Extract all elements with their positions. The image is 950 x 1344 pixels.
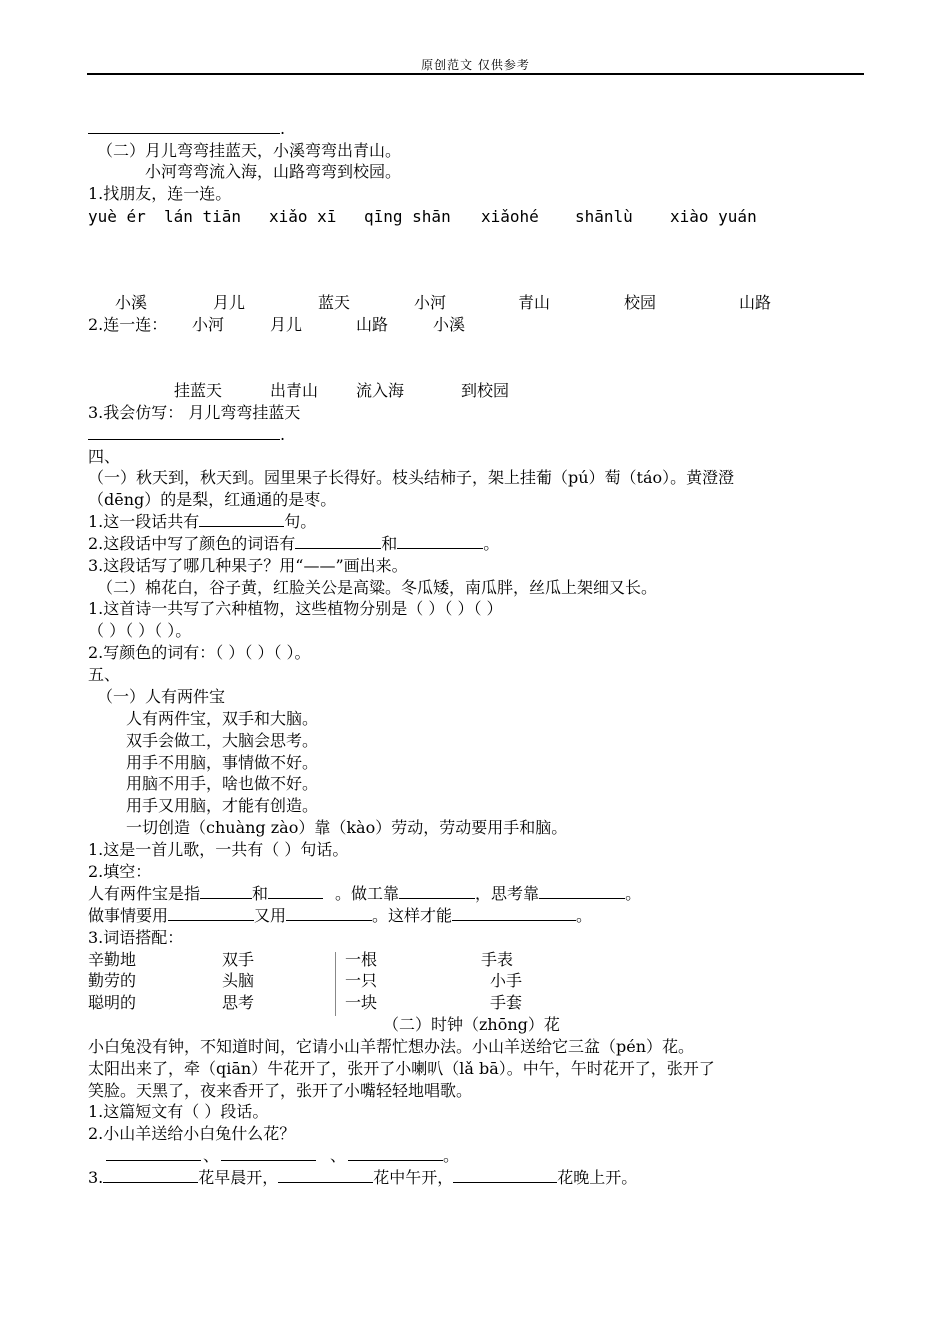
- match-bottom-4[interactable]: 到校园: [461, 381, 510, 400]
- match-top-1[interactable]: 小河: [192, 315, 225, 334]
- column-divider: [335, 952, 336, 1016]
- answer-blank[interactable]: [88, 424, 280, 440]
- passage-heading: （二）月儿弯弯挂蓝天，小溪弯弯出青山。: [97, 141, 402, 160]
- pinyin-5: xiǎohé: [481, 207, 539, 226]
- question-6-3: 3. 花早晨开， 花中午开， 花晚上开。: [88, 1168, 638, 1187]
- poem-line: 用手不用脑，事情做不好。: [126, 753, 319, 772]
- passage-title: （二）时钟（zhōng）花: [383, 1015, 560, 1034]
- match-right-noun-2[interactable]: 小手: [490, 971, 523, 990]
- match-top-4[interactable]: 小溪: [433, 315, 466, 334]
- match-bottom-2[interactable]: 出青山: [270, 381, 319, 400]
- word-7[interactable]: 山路: [739, 293, 772, 312]
- passage-line: （二）棉花白，谷子黄，红脸关公是高粱。冬瓜矮，南瓜胖，丝瓜上架细又长。: [97, 578, 658, 597]
- question-2-label: 2.连一连：: [88, 315, 168, 334]
- question-1: 1.找朋友，连一连。: [88, 184, 232, 203]
- answer-blank[interactable]: [452, 905, 576, 921]
- poem-line: 用脑不用手，啥也做不好。: [126, 774, 319, 793]
- answer-blank[interactable]: [200, 883, 252, 899]
- answer-blank[interactable]: [199, 511, 284, 527]
- passage-line: 小白兔没有钟，不知道时间，它请小山羊帮忙想办法。小山羊送给它三盆（pén）花。: [88, 1037, 695, 1056]
- question-4-3: 3.这段话写了哪几种果子？用“——”画出来。: [88, 556, 408, 575]
- question-3: 3.我会仿写： 月儿弯弯挂蓝天: [88, 403, 301, 422]
- answer-blank[interactable]: [278, 1167, 373, 1183]
- match-left-noun-3[interactable]: 思考: [222, 993, 255, 1012]
- fill-line-2: 做事情要用 又用 。这样才能 。: [88, 906, 593, 925]
- word-1[interactable]: 小溪: [115, 293, 148, 312]
- question-4-5: 2.写颜色的词有：（ ）（ ）（ ）。: [88, 643, 311, 662]
- match-bottom-3[interactable]: 流入海: [356, 381, 405, 400]
- pinyin-4: qīng shān: [364, 207, 451, 226]
- question-5-3: 3.词语搭配：: [88, 928, 184, 947]
- answer-blank[interactable]: [453, 1167, 557, 1183]
- question-3-answer-line: .: [88, 424, 285, 445]
- question-6-2-answers: 、 、 。: [106, 1145, 459, 1166]
- match-top-2[interactable]: 月儿: [270, 315, 303, 334]
- answer-blank[interactable]: [286, 905, 372, 921]
- match-left-noun-2[interactable]: 头脑: [222, 971, 255, 990]
- pinyin-7: xiào yuán: [670, 207, 757, 226]
- poem-line: 一切创造（chuàng zào）靠（kào）劳动，劳动要用手和脑。: [126, 818, 568, 837]
- page-header: 原创范文 仅供参考: [421, 58, 530, 72]
- pinyin-2: lán tiān: [164, 207, 242, 226]
- section-title-4: 四、: [88, 447, 121, 466]
- poem-line: 双手会做工，大脑会思考。: [126, 731, 319, 750]
- section-title-5: 五、: [88, 665, 121, 684]
- word-3[interactable]: 蓝天: [318, 293, 351, 312]
- passage-line: 小河弯弯流入海，山路弯弯到校园。: [145, 162, 402, 181]
- word-4[interactable]: 小河: [414, 293, 447, 312]
- poem-line: 人有两件宝，双手和大脑。: [126, 709, 319, 728]
- match-right-noun-1[interactable]: 手表: [481, 950, 514, 969]
- match-left-adj-3[interactable]: 聪明的: [88, 993, 137, 1012]
- question-5-2: 2.填空：: [88, 862, 152, 881]
- pinyin-1: yuè ér: [88, 207, 146, 226]
- answer-blank[interactable]: [106, 1145, 201, 1161]
- pinyin-6: shānlù: [575, 207, 633, 226]
- top-answer-line: .: [88, 118, 285, 139]
- passage-line: （一）秋天到，秋天到。园里果子长得好。枝头结柿子，架上挂葡（pú）萄（táo）。黄澄澄: [88, 468, 735, 487]
- word-6[interactable]: 校园: [624, 293, 657, 312]
- match-left-adj-1[interactable]: 辛勤地: [88, 950, 137, 969]
- answer-blank[interactable]: [295, 533, 381, 549]
- answer-blank[interactable]: [168, 905, 254, 921]
- answer-blank[interactable]: [348, 1145, 443, 1161]
- question-4-2: 2.这段话中写了颜色的词语有 和 。: [88, 534, 500, 553]
- word-2[interactable]: 月儿: [213, 293, 246, 312]
- answer-blank[interactable]: [103, 1167, 198, 1183]
- match-left-adj-2[interactable]: 勤劳的: [88, 971, 137, 990]
- answer-blank[interactable]: [221, 1145, 316, 1161]
- word-5[interactable]: 青山: [518, 293, 551, 312]
- poem-line: 用手又用脑，才能有创造。: [126, 796, 319, 815]
- question-6-1: 1.这篇短文有（ ）段话。: [88, 1102, 269, 1121]
- answer-blank[interactable]: [88, 118, 280, 134]
- poem-title: （一）人有两件宝: [97, 687, 226, 706]
- question-4-4: 1.这首诗一共写了六种植物，这些植物分别是（ ）（ ）（ ）: [88, 599, 503, 618]
- question-5-1: 1.这是一首儿歌，一共有（ ）句话。: [88, 840, 349, 859]
- answer-blank[interactable]: [399, 883, 475, 899]
- pinyin-3: xiǎo xī: [269, 207, 337, 226]
- passage-line: 笑脸。天黑了，夜来香开了，张开了小嘴轻轻地唱歌。: [88, 1081, 473, 1100]
- match-right-measure-1[interactable]: 一根: [345, 950, 378, 969]
- header-rule: [87, 73, 864, 75]
- answer-blank[interactable]: [397, 533, 483, 549]
- passage-line: 太阳出来了，牵（qiān）牛花开了，张开了小喇叭（lǎ bā）。中午，午时花开了，张开了: [88, 1059, 715, 1078]
- question-4-1: 1.这一段话共有 句。: [88, 512, 317, 531]
- passage-line: （dēng）的是梨，红通通的是枣。: [88, 490, 337, 509]
- question-6-2: 2.小山羊送给小白兔什么花？: [88, 1124, 296, 1143]
- match-right-measure-2[interactable]: 一只: [345, 971, 378, 990]
- fill-line-1: 人有两件宝是指 和 。做工靠 ，思考靠 。: [88, 884, 642, 903]
- answer-blank[interactable]: [268, 883, 323, 899]
- match-bottom-1[interactable]: 挂蓝天: [174, 381, 223, 400]
- match-right-measure-3[interactable]: 一块: [345, 993, 378, 1012]
- match-left-noun-1[interactable]: 双手: [222, 950, 255, 969]
- question-4-4-cont: （ ）（ ）（ ）。: [88, 621, 192, 640]
- answer-blank[interactable]: [539, 883, 625, 899]
- match-top-3[interactable]: 山路: [356, 315, 389, 334]
- match-right-noun-3[interactable]: 手套: [490, 993, 523, 1012]
